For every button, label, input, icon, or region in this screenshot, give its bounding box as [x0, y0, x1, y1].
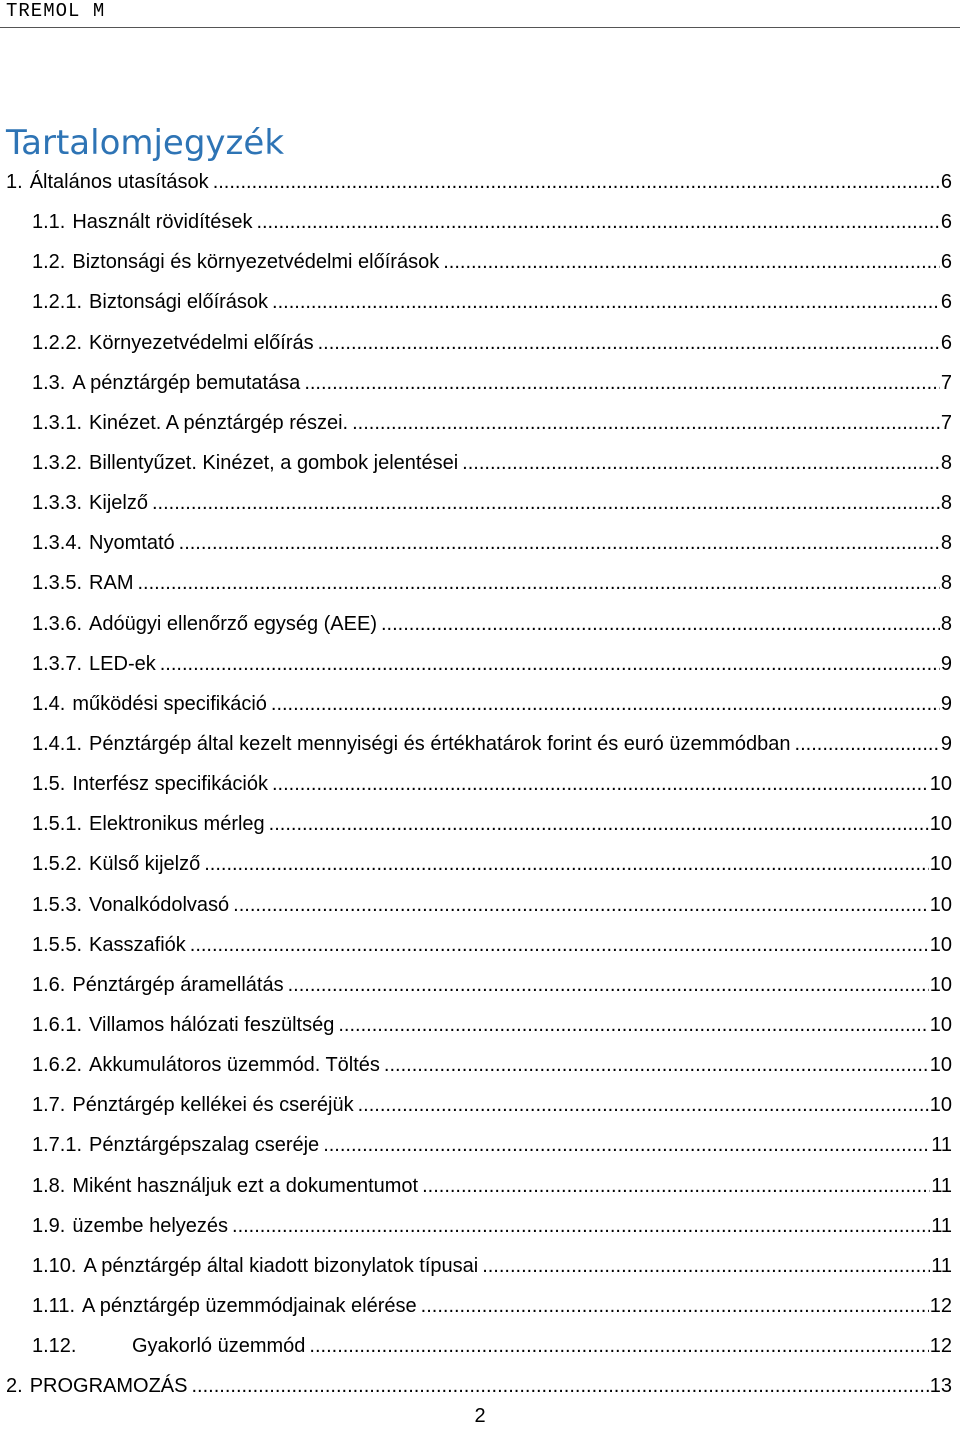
toc-title: Tartalomjegyzék	[6, 123, 285, 163]
toc-entry[interactable]	[6, 684, 952, 724]
toc-dot-leader	[233, 885, 929, 925]
toc-entry-title: Pénztárgépszalag cseréje	[89, 1134, 320, 1157]
toc-entry-page: 10	[929, 813, 952, 836]
toc-dot-leader	[256, 202, 939, 242]
toc-entry-title: Adóügyi ellenőrző egység (AEE)	[89, 612, 377, 635]
toc-entry-page: 9	[940, 732, 952, 755]
toc-entry-title: PROGRAMOZÁS	[29, 1375, 188, 1398]
toc-entry-page: 10	[929, 853, 952, 876]
toc-entry-number: 1.2.1.	[32, 291, 83, 314]
toc-entry-page: 8	[940, 612, 952, 635]
toc-entry[interactable]	[6, 804, 952, 844]
toc-entry-page: 8	[940, 532, 952, 555]
toc-entry-number: 1.3.4.	[32, 532, 83, 555]
toc-entry-number: 1.5.5.	[32, 933, 83, 956]
toc-dot-leader	[422, 1166, 930, 1206]
toc-entry[interactable]	[6, 323, 952, 363]
toc-entry[interactable]	[6, 764, 952, 804]
toc-entry-page: 6	[940, 171, 952, 193]
toc-entry[interactable]	[6, 1166, 952, 1206]
toc-entry-title: Gyakorló üzemmód	[132, 1335, 306, 1358]
toc-entry-page: 6	[940, 251, 952, 274]
toc-entry-title: Használt rövidítések	[72, 211, 253, 234]
toc-entry-number: 1.12.	[32, 1335, 77, 1358]
toc-entry-title: üzembe helyezés	[72, 1214, 229, 1237]
toc-entry-number: 1.3.6.	[32, 612, 83, 635]
toc-entry-title: Általános utasítások	[29, 171, 209, 193]
toc-entry[interactable]	[6, 724, 952, 764]
toc-entry-title: LED-ek	[89, 652, 156, 675]
toc-entry-title: Nyomtató	[89, 532, 175, 555]
toc-dot-leader	[352, 403, 940, 443]
toc-dot-leader	[271, 684, 940, 724]
toc-entry-title: Biztonsági előírások	[89, 291, 269, 314]
toc-entry[interactable]	[6, 1085, 952, 1125]
toc-entry-title: Kijelző	[89, 492, 148, 515]
toc-entry[interactable]	[6, 1005, 952, 1045]
toc-entry-number: 2.	[6, 1375, 23, 1398]
toc-dot-leader	[190, 925, 929, 965]
toc-dot-leader	[160, 644, 940, 684]
toc-dot-leader	[152, 483, 940, 523]
toc-entry-title: A pénztárgép üzemmódjainak elérése	[82, 1294, 417, 1317]
toc-entry[interactable]	[6, 644, 952, 684]
toc-entry-page: 6	[940, 331, 952, 354]
toc-entry-title: Kinézet. A pénztárgép részei.	[89, 411, 349, 434]
toc-dot-leader	[204, 844, 929, 884]
toc-entry[interactable]	[6, 965, 952, 1005]
toc-entry-number: 1.10.	[32, 1254, 77, 1277]
toc-entry[interactable]	[6, 925, 952, 965]
toc-entry[interactable]	[6, 162, 952, 202]
toc-entry-title: Akkumulátoros üzemmód. Töltés	[89, 1054, 380, 1077]
toc-dot-leader	[138, 563, 940, 603]
toc-dot-leader	[358, 1085, 929, 1125]
toc-entry[interactable]	[6, 403, 952, 443]
toc-entry-title: Pénztárgép kellékei és cseréjük	[72, 1094, 354, 1117]
toc-entry[interactable]	[6, 282, 952, 322]
toc-entry-number: 1.11.	[32, 1294, 75, 1317]
toc-entry-page: 12	[929, 1335, 952, 1358]
toc-entry[interactable]	[6, 885, 952, 925]
toc-entry[interactable]	[6, 483, 952, 523]
toc-entry-number: 1.6.	[32, 973, 66, 996]
toc-entry-title: Környezetvédelmi előírás	[89, 331, 314, 354]
toc-dot-leader	[443, 242, 940, 282]
toc-entry-page: 13	[929, 1375, 952, 1398]
toc-dot-leader	[462, 443, 940, 483]
toc-entry-number: 1.	[6, 171, 23, 193]
toc-entry-page: 12	[929, 1294, 952, 1317]
toc-entry-title: Villamos hálózati feszültség	[89, 1013, 335, 1036]
toc-dot-leader	[272, 282, 940, 322]
toc-entry-page: 11	[931, 1174, 952, 1197]
toc-entry[interactable]	[6, 523, 952, 563]
toc-entry[interactable]	[6, 443, 952, 483]
toc-entry-number: 1.6.1.	[32, 1013, 83, 1036]
toc-entry-page: 7	[940, 371, 952, 394]
toc-entry-number: 1.3.2.	[32, 451, 83, 474]
toc-entry-page: 9	[940, 652, 952, 675]
toc-entry-page: 11	[931, 1214, 952, 1237]
toc-entry[interactable]	[6, 1326, 952, 1366]
toc-entry-number: 1.8.	[32, 1174, 66, 1197]
toc-entry-number: 1.3.5.	[32, 572, 83, 595]
toc-entry-title: Külső kijelző	[89, 853, 201, 876]
toc-entry-page: 10	[929, 773, 952, 796]
toc-entry[interactable]	[6, 844, 952, 884]
document-header: TREMOL M	[6, 0, 106, 22]
toc-entry-page: 6	[940, 291, 952, 314]
toc-dot-leader	[318, 323, 940, 363]
toc-dot-leader	[269, 804, 929, 844]
toc-entry[interactable]	[6, 363, 952, 403]
toc-entry-title: Interfész specifikációk	[72, 773, 268, 796]
toc-entry[interactable]	[6, 202, 952, 242]
toc-entry-page: 10	[929, 1013, 952, 1036]
toc-dot-leader	[338, 1005, 928, 1045]
toc-dot-leader	[213, 162, 940, 202]
toc-entry[interactable]	[6, 242, 952, 282]
toc-entry-number: 1.3.1.	[32, 411, 83, 434]
toc-entry-title: A pénztárgép által kiadott bizonylatok típusai	[83, 1254, 479, 1277]
toc-entry-title: Pénztárgép által kezelt mennyiségi és értékhatárok forint és euró üzemmódban	[89, 732, 791, 755]
toc-entry-title: Biztonsági és környezetvédelmi előírások	[72, 251, 440, 274]
header-divider	[0, 27, 960, 28]
toc-entry-number: 1.3.	[32, 371, 66, 394]
toc-entry-number: 1.2.2.	[32, 331, 83, 354]
toc-entry-number: 1.7.1.	[32, 1134, 83, 1157]
toc-entry-title: Billentyűzet. Kinézet, a gombok jelentései	[89, 451, 459, 474]
toc-entry-page: 11	[931, 1134, 952, 1157]
toc-entry-page: 11	[931, 1254, 952, 1277]
toc-entry-number: 1.7.	[32, 1094, 66, 1117]
toc-entry-number: 1.5.1.	[32, 813, 83, 836]
toc-entry-number: 1.3.7.	[32, 652, 83, 675]
toc-entry[interactable]	[6, 1045, 952, 1085]
toc-dot-leader	[309, 1326, 928, 1366]
toc-entry-number: 1.9.	[32, 1214, 66, 1237]
toc-entry-page: 7	[940, 411, 952, 434]
toc-dot-leader	[384, 1045, 929, 1085]
toc-entry-page: 10	[929, 973, 952, 996]
toc-entry-number: 1.4.1.	[32, 732, 83, 755]
toc-entry-title: működési specifikáció	[72, 692, 267, 715]
toc-entry-number: 1.5.3.	[32, 893, 83, 916]
toc-entry-page: 8	[940, 492, 952, 515]
toc-entry-page: 10	[929, 1054, 952, 1077]
toc-dot-leader	[381, 604, 940, 644]
toc-entry-page: 9	[940, 692, 952, 715]
page-number: 2	[474, 1405, 486, 1427]
toc-entry-page: 6	[940, 211, 952, 234]
toc-entry-title: RAM	[89, 572, 134, 595]
toc-entry-number: 1.3.3.	[32, 492, 83, 515]
toc-entry-number: 1.5.2.	[32, 853, 83, 876]
toc-entry-number: 1.6.2.	[32, 1054, 83, 1077]
toc-entry-title: Vonalkódolvasó	[89, 893, 230, 916]
toc-entry-page: 10	[929, 933, 952, 956]
toc-entry-number: 1.4.	[32, 692, 66, 715]
toc-dot-leader	[179, 523, 940, 563]
toc-dot-leader	[795, 724, 940, 764]
toc-entry-title: Kasszafiók	[89, 933, 186, 956]
toc-entry[interactable]	[6, 1246, 952, 1286]
toc-entry-page: 10	[929, 1094, 952, 1117]
toc-entry-title: Elektronikus mérleg	[89, 813, 265, 836]
toc-entry[interactable]	[6, 604, 952, 644]
toc-entry-title: Miként használjuk ezt a dokumentumot	[72, 1174, 419, 1197]
toc-dot-leader	[288, 965, 929, 1005]
toc-dot-leader	[304, 363, 940, 403]
toc-entry[interactable]	[6, 1286, 952, 1326]
toc-entry-page: 10	[929, 893, 952, 916]
toc-entry-page: 8	[940, 572, 952, 595]
table-of-contents	[6, 162, 952, 1406]
toc-entry[interactable]	[6, 1125, 952, 1165]
toc-dot-leader	[272, 764, 929, 804]
toc-entry[interactable]	[6, 1206, 952, 1246]
toc-dot-leader	[482, 1246, 930, 1286]
toc-entry-number: 1.5.	[32, 773, 66, 796]
toc-entry-page: 8	[940, 451, 952, 474]
toc-entry-title: A pénztárgép bemutatása	[72, 371, 301, 394]
toc-dot-leader	[232, 1206, 930, 1246]
toc-entry-number: 1.1.	[32, 211, 66, 234]
toc-entry-title: Pénztárgép áramellátás	[72, 973, 284, 996]
toc-dot-leader	[421, 1286, 929, 1326]
toc-dot-leader	[323, 1125, 930, 1165]
toc-entry-number: 1.2.	[32, 251, 66, 274]
toc-entry[interactable]	[6, 563, 952, 603]
